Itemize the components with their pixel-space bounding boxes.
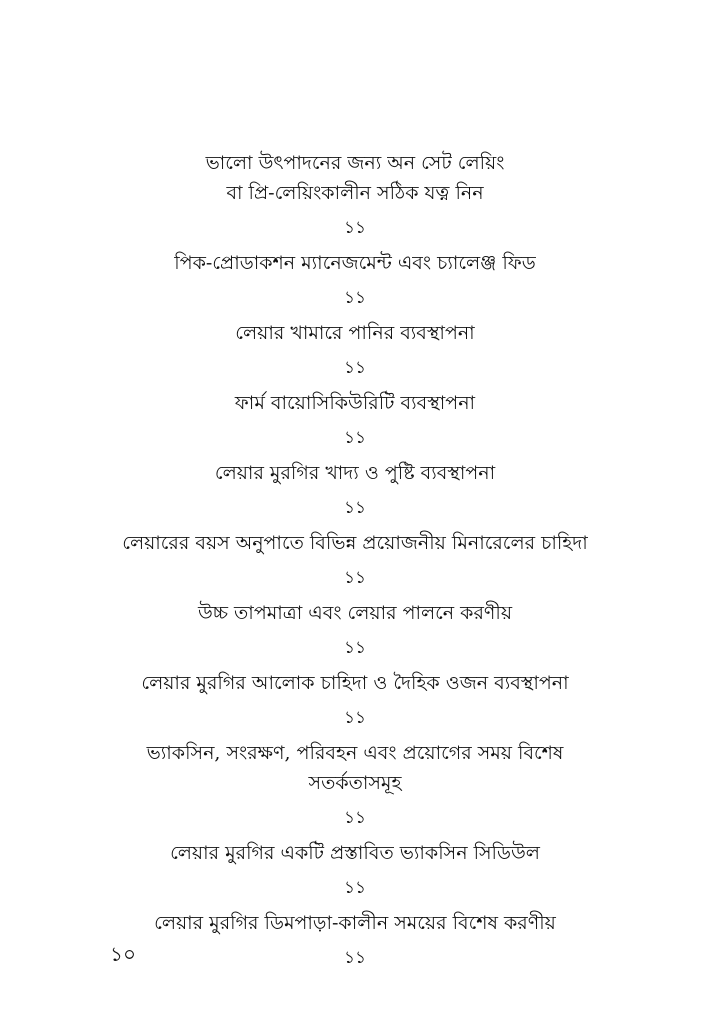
toc-entry	[70, 318, 640, 380]
entry-title-line: বা প্রি-লেয়িংকালীন সঠিক যত্ন নিন	[226, 182, 484, 204]
entry-title-line: ভ্যাকসিন, সংরক্ষণ, পরিবহন এবং প্রয়োগের সময় বিশেষ	[146, 742, 564, 764]
entry-title-line: লেয়ারের বয়স অনুপাতে বিভিন্ন প্রয়োজনীয় মিনারেলের চাহিদা	[122, 532, 588, 554]
entry-page-number: ১১	[343, 708, 367, 728]
toc-entry	[70, 148, 640, 240]
entry-page-number: ১১	[343, 948, 367, 968]
entry-title-line: লেয়ার মুরগির ডিমপাড়া-কালীন সময়ের বিশেষ করণীয়	[154, 912, 556, 934]
entry-title-line: সতর্কতাসমূহ	[308, 772, 402, 794]
toc-entry	[70, 458, 640, 520]
toc-entry	[70, 598, 640, 660]
toc-entry	[70, 838, 640, 900]
toc-entry	[70, 388, 640, 450]
entry-title-line: ভালো উৎপাদনের জন্য অন সেট লেয়িং	[205, 152, 505, 174]
entry-page-number: ১১	[343, 498, 367, 518]
toc-entry	[70, 908, 640, 970]
toc-entry	[70, 248, 640, 310]
entry-page-number: ১১	[343, 428, 367, 448]
table-of-contents	[70, 148, 640, 978]
entry-page-number: ১১	[343, 288, 367, 308]
entry-page-number: ১১	[343, 638, 367, 658]
toc-entry	[70, 528, 640, 590]
entry-title-line: উচ্চ তাপমাত্রা এবং লেয়ার পালনে করণীয়	[197, 602, 513, 624]
toc-entry	[70, 668, 640, 730]
entry-title-line: পিক-প্রোডাকশন ম্যানেজমেন্ট এবং চ্যালেঞ্জ ফিড	[174, 252, 536, 274]
entry-page-number: ১১	[343, 808, 367, 828]
entry-title-line: লেয়ার মুরগির একটি প্রস্তাবিত ভ্যাকসিন সিডিউল	[170, 842, 540, 864]
entry-title-line: লেয়ার খামারে পানির ব্যবস্থাপনা	[235, 322, 475, 344]
entry-title-line: ফার্ম বায়োসিকিউরিটি ব্যবস্থাপনা	[234, 392, 476, 414]
entry-title-line: লেয়ার মুরগির খাদ্য ও পুষ্টি ব্যবস্থাপনা	[214, 462, 496, 484]
entry-page-number: ১১	[343, 358, 367, 378]
page-folio-number: ১০	[110, 942, 136, 966]
entry-page-number: ১১	[343, 878, 367, 898]
entry-title-line: লেয়ার মুরগির আলোক চাহিদা ও দৈহিক ওজন ব্যবস্থাপনা	[141, 672, 569, 694]
entry-page-number: ১১	[343, 218, 367, 238]
toc-entry	[70, 738, 640, 830]
entry-page-number: ১১	[343, 568, 367, 588]
